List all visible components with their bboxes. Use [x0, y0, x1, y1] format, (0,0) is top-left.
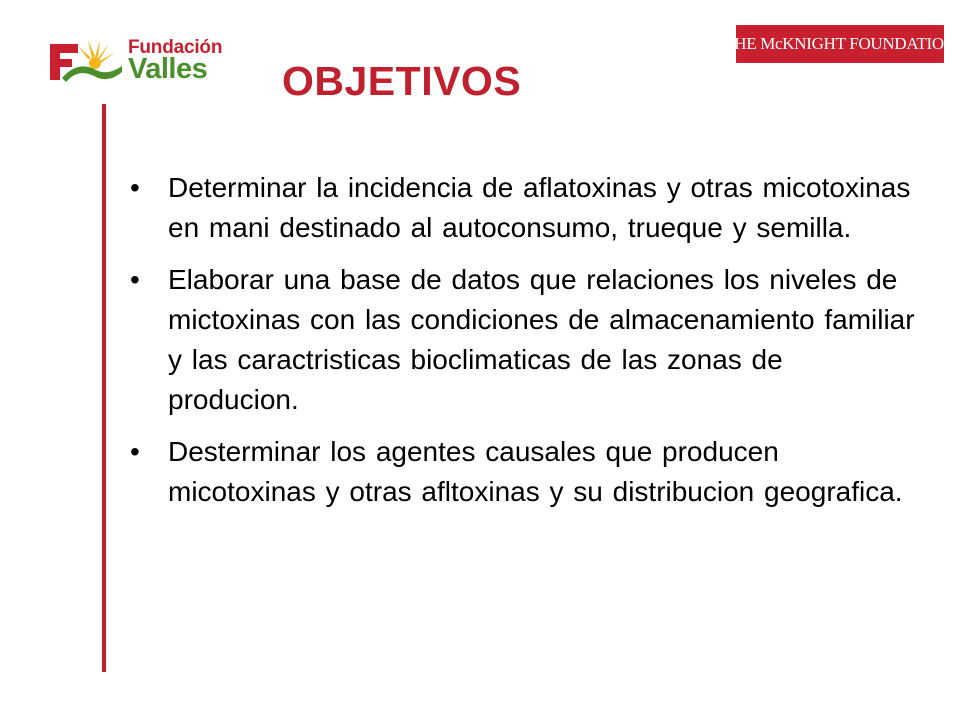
bullet-text: Determinar la incidencia de aflatoxinas y otras micotoxinas en mani destinado al autoconsumo, trueque y semilla. — [168, 172, 911, 243]
list-item — [130, 168, 920, 248]
fundacion-valles-logo — [48, 36, 228, 86]
logo-text-fundacion: Fundación — [128, 37, 223, 58]
logo-text-valles: Valles — [128, 53, 208, 85]
bullet-marker: • — [130, 264, 140, 295]
bullet-marker: • — [130, 436, 140, 467]
list-item — [130, 260, 920, 420]
bullet-text: Desterminar los agentes causales que producen micotoxinas y otras afltoxinas y su distribucion geografica. — [168, 436, 903, 507]
vertical-accent-line — [102, 104, 106, 672]
fundacion-valles-emblem-icon — [48, 36, 128, 86]
slide-title: OBJETIVOS — [282, 58, 522, 104]
bullet-marker: • — [130, 172, 140, 203]
mcknight-foundation-logo: THE McKNIGHT FOUNDATION — [736, 25, 944, 63]
list-item — [130, 432, 920, 512]
objectives-list — [130, 168, 920, 524]
bullet-text: Elaborar una base de datos que relaciones los niveles de mictoxinas con las condiciones de almacenamiento familiar y las caractristicas bioclimaticas de las zonas de producion. — [168, 264, 915, 415]
